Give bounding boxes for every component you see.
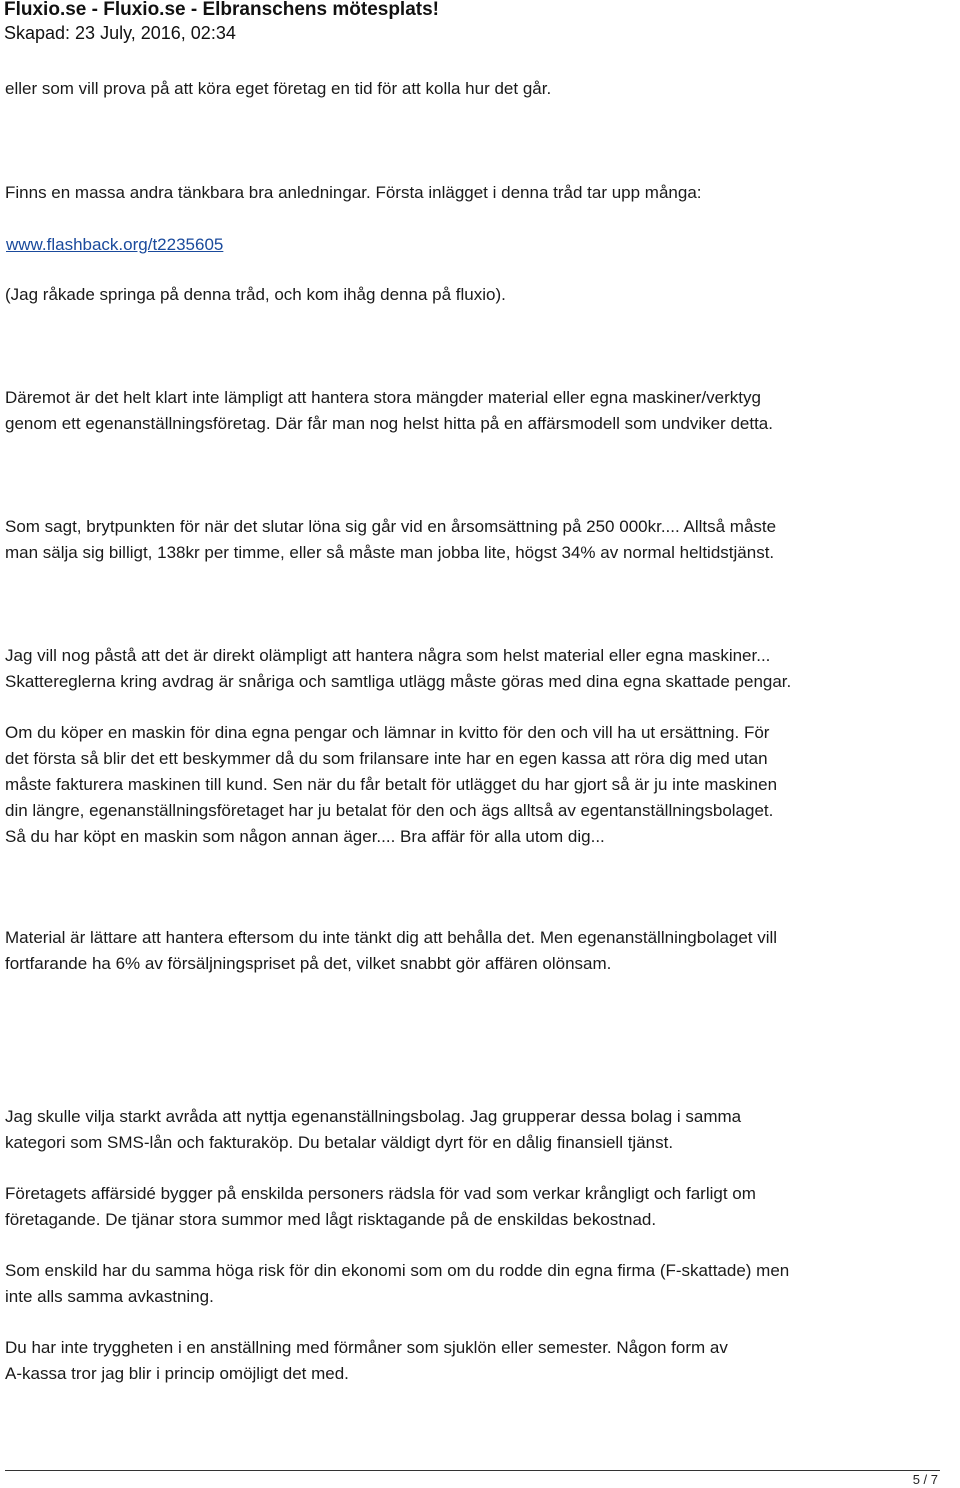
flashback-link[interactable]: www.flashback.org/t2235605 bbox=[6, 235, 224, 254]
text-line: Som sagt, brytpunkten för när det slutar löna sig går vid en årsomsättning på 250 000kr.... Alltså måste bbox=[5, 517, 777, 536]
text-line: måste fakturera maskinen till kund. Sen när du får betalt för utlägget du har gjort så är ju inte maskinen bbox=[5, 775, 778, 794]
text-line: Företagets affärsidé bygger på enskilda personers rädsla för vad som verkar krångligt och farligt om bbox=[5, 1184, 756, 1203]
paragraph-7 bbox=[5, 720, 955, 850]
text-line: företagande. De tjänar stora summor med lågt risktagande på de enskildas bekostnad. bbox=[5, 1210, 657, 1229]
text-line: Material är lättare att hantera eftersom du inte tänkt dig att behålla det. Men egenanställningbolaget vill bbox=[5, 928, 778, 947]
text-line: kategori som SMS-lån och fakturaköp. Du betalar väldigt dyrt för en dålig finansiell tjänst. bbox=[5, 1133, 674, 1152]
page-number: 5 / 7 bbox=[912, 1472, 938, 1487]
paragraph-2 bbox=[5, 180, 955, 206]
paragraph-11 bbox=[5, 1258, 955, 1310]
paragraph-8 bbox=[5, 925, 955, 977]
paragraph-9 bbox=[5, 1104, 955, 1156]
text-line: eller som vill prova på att köra eget företag en tid för att kolla hur det går. bbox=[5, 79, 552, 98]
text-line: Däremot är det helt klart inte lämpligt att hantera stora mängder material eller egna maskiner/verktyg bbox=[5, 388, 761, 407]
paragraph-3 bbox=[5, 282, 955, 308]
text-line: Finns en massa andra tänkbara bra anledningar. Första inlägget i denna tråd tar upp många: bbox=[5, 183, 702, 202]
text-line: din längre, egenanställningsföretaget har ju betalat för den och ägs alltså av egentanställningsbolaget. bbox=[5, 801, 774, 820]
text-line: genom ett egenanställningsföretag. Där får man nog helst hitta på en affärsmodell som undviker detta. bbox=[5, 414, 773, 433]
text-line: A-kassa tror jag blir i princip omöjligt det med. bbox=[5, 1364, 349, 1383]
paragraph-10 bbox=[5, 1181, 955, 1233]
paragraph-6 bbox=[5, 643, 955, 695]
text-line: Skattereglerna kring avdrag är snåriga och samtliga utlägg måste göras med dina egna skattade pengar. bbox=[5, 672, 792, 691]
text-line: fortfarande ha 6% av försäljningspriset på det, vilket snabbt gör affären olönsam. bbox=[5, 954, 612, 973]
text-line: Jag vill nog påstå att det är direkt olämpligt att hantera några som helst material eller egna maskiner... bbox=[5, 646, 771, 665]
paragraph-1 bbox=[5, 76, 955, 102]
text-line: Som enskild har du samma höga risk för din ekonomi som om du rodde din egna firma (F-skattade) men bbox=[5, 1261, 790, 1280]
text-line: Om du köper en maskin för dina egna pengar och lämnar in kvitto för den och vill ha ut ersättning. För bbox=[5, 723, 770, 742]
text-line: inte alls samma avkastning. bbox=[5, 1287, 214, 1306]
text-line: Jag skulle vilja starkt avråda att nyttja egenanställningsbolag. Jag grupperar dessa bolag i samma bbox=[5, 1107, 742, 1126]
document-header bbox=[4, 0, 439, 45]
text-line: Så du har köpt en maskin som någon annan äger.... Bra affär för alla utom dig... bbox=[5, 827, 605, 846]
text-line: Du har inte tryggheten i en anställning med förmåner som sjuklön eller semester. Någon form av bbox=[5, 1338, 728, 1357]
paragraph-5 bbox=[5, 514, 955, 566]
text-line: (Jag råkade springa på denna tråd, och kom ihåg denna på fluxio). bbox=[5, 285, 506, 304]
created-date: Skapad: 23 July, 2016, 02:34 bbox=[4, 23, 236, 43]
site-title: Fluxio.se - Fluxio.se - Elbranschens mötesplats! bbox=[4, 0, 439, 20]
link-paragraph bbox=[6, 232, 956, 258]
text-line: det första så blir det ett beskymmer då du som frilansare inte har en egen kassa att röra dig med utan bbox=[5, 749, 768, 768]
text-line: man sälja sig billigt, 138kr per timme, eller så måste man jobba lite, högst 34% av normal heltidstjänst. bbox=[5, 543, 775, 562]
paragraph-4 bbox=[5, 385, 955, 437]
footer-divider bbox=[5, 1470, 940, 1471]
paragraph-12 bbox=[5, 1335, 955, 1387]
